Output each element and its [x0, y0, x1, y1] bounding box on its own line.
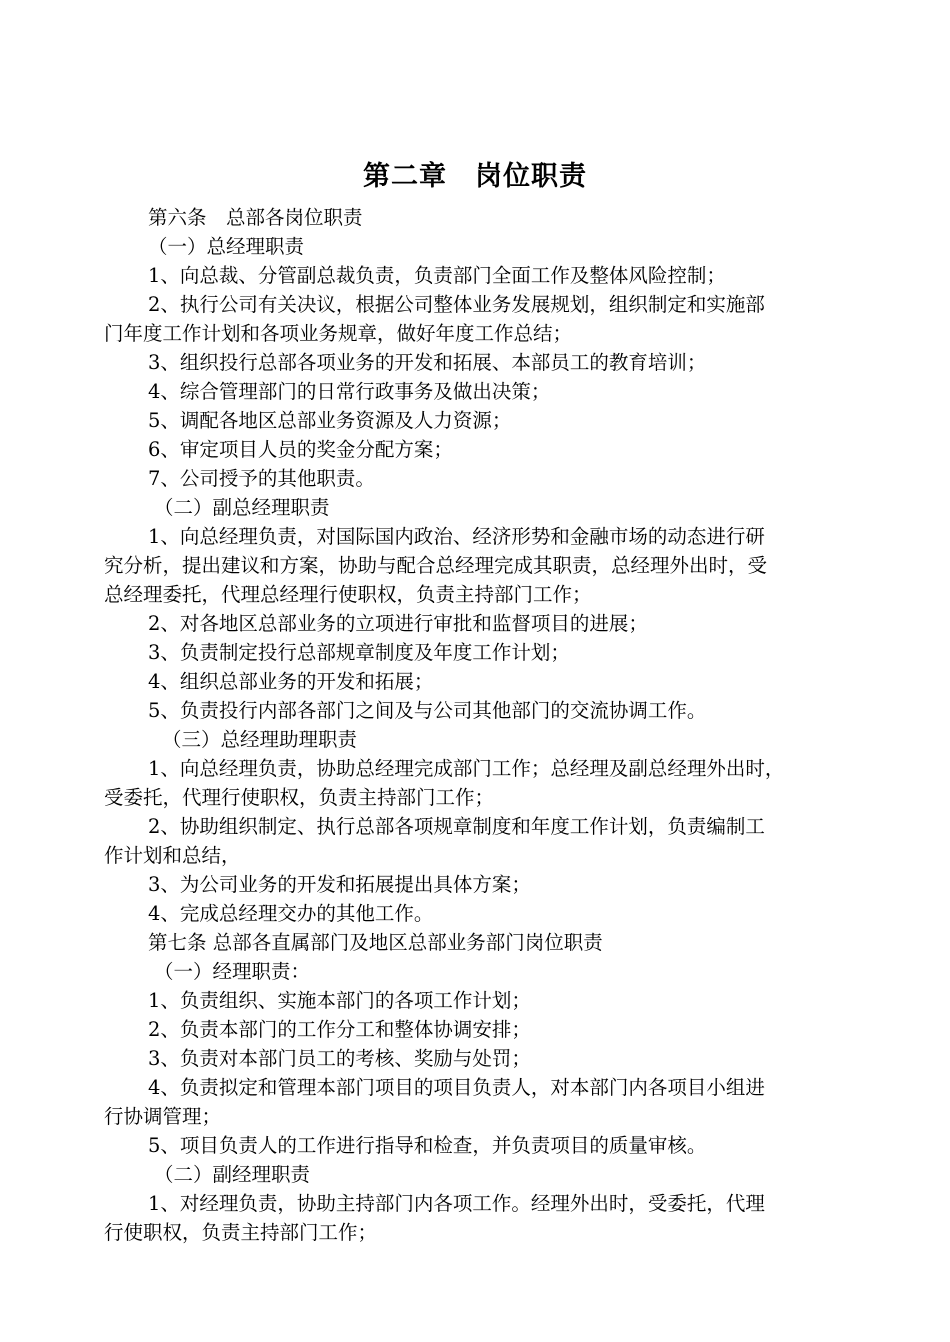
text-line: 第六条 总部各岗位职责 [148, 206, 363, 229]
text-line: 4、组织总部业务的开发和拓展； [148, 670, 434, 693]
text-line: 1、向总裁、分管副总裁负责，负责部门全面工作及整体风险控制； [148, 264, 726, 287]
text-line: 2、负责本部门的工作分工和整体协调安排； [148, 1018, 531, 1041]
text-line: （三）总经理助理职责 [162, 728, 358, 751]
text-line: 3、负责对本部门员工的考核、奖励与处罚； [148, 1047, 531, 1070]
text-line: 1、负责组织、实施本部门的各项工作计划； [148, 989, 531, 1012]
text-line: 受委托，代理行使职权，负责主持部门工作； [104, 786, 495, 809]
text-line: 行使职权，负责主持部门工作； [104, 1221, 378, 1244]
text-line: 2、协助组织制定、执行总部各项规章制度和年度工作计划，负责编制工 [148, 815, 765, 838]
text-line: 5、负责投行内部各部门之间及与公司其他部门的交流协调工作。 [148, 699, 707, 722]
text-line: （一）总经理职责 [148, 235, 305, 258]
text-line: 3、为公司业务的开发和拓展提出具体方案； [148, 873, 531, 896]
text-line: 1、向总经理负责，对国际国内政治、经济形势和金融市场的动态进行研 [148, 525, 765, 548]
text-line: 2、对各地区总部业务的立项进行审批和监督项目的进展； [148, 612, 648, 635]
text-line: 门年度工作计划和各项业务规章，做好年度工作总结； [104, 322, 573, 345]
text-line: 4、完成总经理交办的其他工作。 [148, 902, 434, 925]
text-line: （二）副总经理职责 [154, 496, 330, 519]
text-line: 行协调管理； [104, 1105, 222, 1128]
text-line: 5、项目负责人的工作进行指导和检查，并负责项目的质量审核。 [148, 1134, 707, 1157]
text-line: （二）副经理职责 [154, 1163, 311, 1186]
text-line: 5、调配各地区总部业务资源及人力资源； [148, 409, 512, 432]
text-line: 6、审定项目人员的奖金分配方案； [148, 438, 453, 461]
text-line: 总经理委托，代理总经理行使职权，负责主持部门工作； [104, 583, 592, 606]
text-line: 1、向总经理负责，协助总经理完成部门工作；总经理及副总经理外出时， [148, 757, 785, 780]
text-line: 第七条 总部各直属部门及地区总部业务部门岗位职责 [148, 931, 603, 954]
text-line: （一）经理职责： [154, 960, 311, 983]
text-line: 2、执行公司有关决议，根据公司整体业务发展规划，组织制定和实施部 [148, 293, 765, 316]
text-line: 3、组织投行总部各项业务的开发和拓展、本部员工的教育培训； [148, 351, 707, 374]
text-line: 作计划和总结， [104, 844, 241, 867]
text-line: 7、公司授予的其他职责。 [148, 467, 375, 490]
chapter-title: 第二章 岗位职责 [363, 161, 587, 192]
document-body [104, 203, 850, 1247]
text-line: 究分析，提出建议和方案，协助与配合总经理完成其职责，总经理外出时，受 [104, 554, 768, 577]
text-line: 4、负责拟定和管理本部门项目的项目负责人，对本部门内各项目小组进 [148, 1076, 765, 1099]
text-line: 1、对经理负责，协助主持部门内各项工作。经理外出时，受委托，代理 [148, 1192, 765, 1215]
text-line: 4、综合管理部门的日常行政事务及做出决策； [148, 380, 551, 403]
text-line: 3、负责制定投行总部规章制度及年度工作计划； [148, 641, 570, 664]
